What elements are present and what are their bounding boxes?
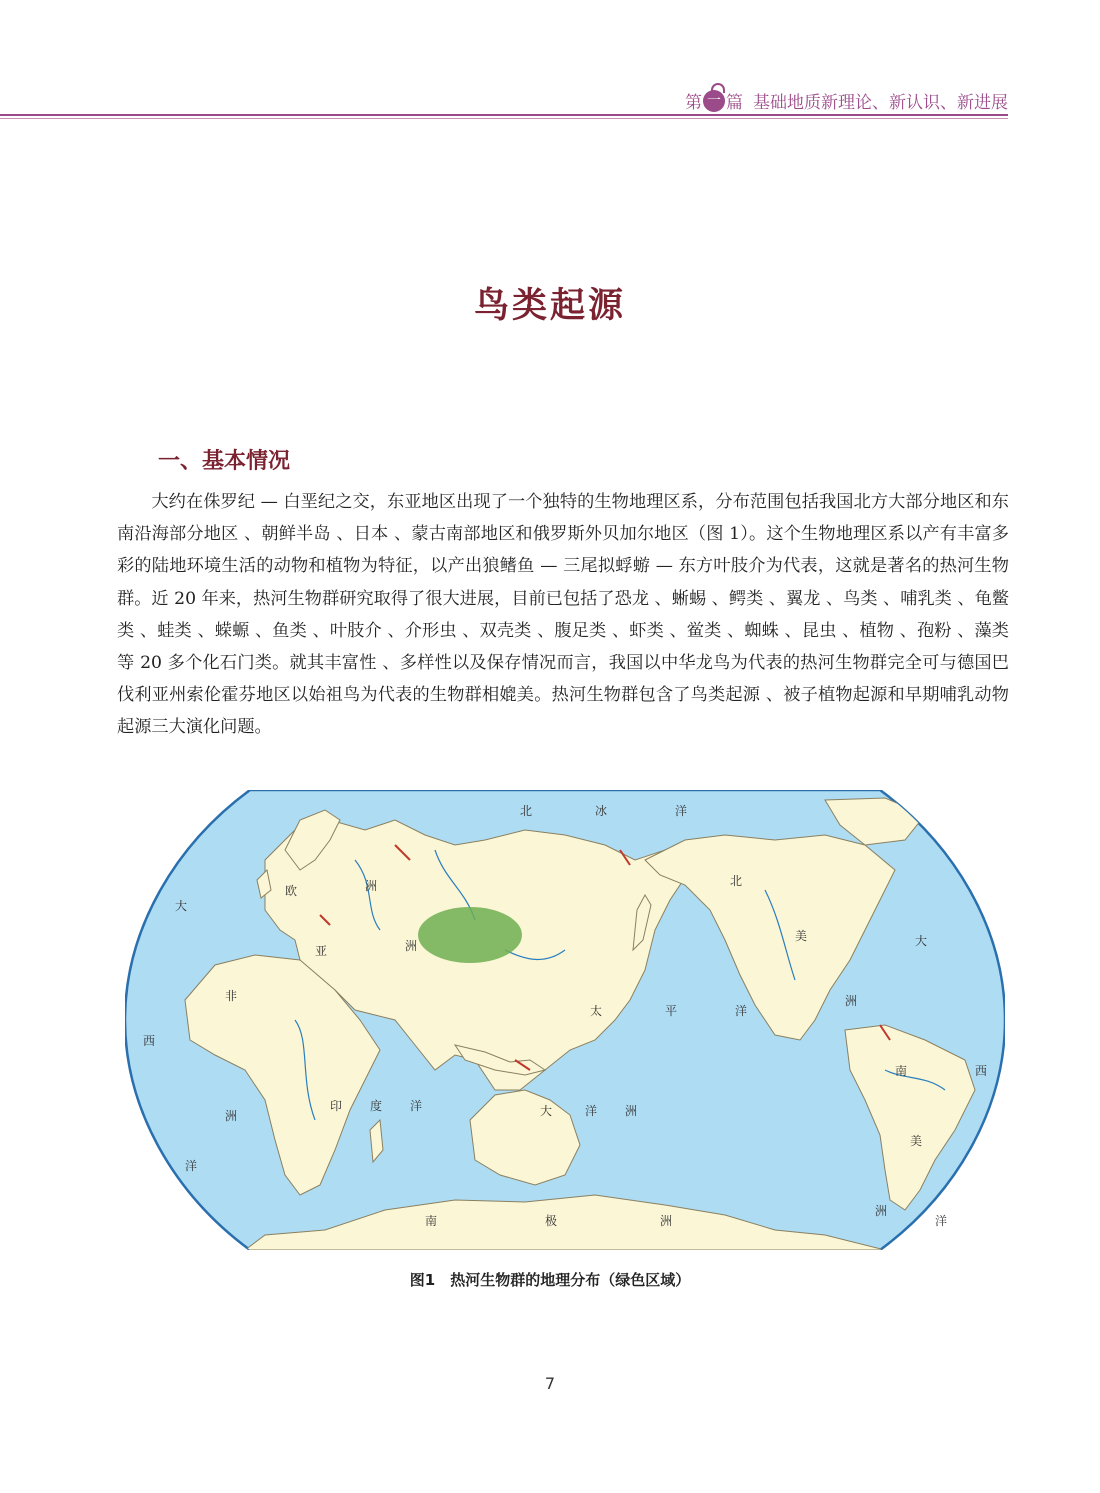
page-number: 7: [544, 1374, 556, 1393]
label-indian-1: 印: [330, 1099, 343, 1113]
label-arctic-3: 洋: [675, 804, 688, 818]
label-pacific-3: 洋: [735, 1004, 748, 1018]
label-europe-1: 欧: [285, 884, 298, 898]
label-atlantic-e-1: 大: [915, 934, 928, 948]
part-prefix: 第: [685, 93, 702, 113]
world-map-figure: [125, 790, 1005, 1250]
label-europe-2: 洲: [365, 879, 378, 893]
world-map: [125, 790, 1005, 1250]
header-text: [685, 88, 1008, 113]
label-oceania-3: 洲: [625, 1104, 638, 1118]
label-sa-3: 洲: [875, 1204, 888, 1218]
label-atlantic-e-2: 西: [975, 1064, 988, 1078]
label-africa-2: 洲: [225, 1109, 238, 1123]
label-atlantic-w-3: 洋: [185, 1159, 198, 1173]
jehol-biota-region: [418, 907, 522, 963]
header-section-title: 基础地质新理论、新认识、新进展: [753, 93, 1008, 113]
label-asia-2: 洲: [405, 939, 418, 953]
label-oceania-1: 大: [540, 1104, 553, 1118]
header-rule-thin: [0, 118, 1008, 119]
label-indian-3: 洋: [410, 1099, 423, 1113]
label-oceania-2: 洋: [585, 1104, 598, 1118]
label-antarctica-3: 洲: [660, 1214, 673, 1228]
running-header: [0, 88, 1008, 116]
page-title: 鸟类起源: [473, 286, 626, 326]
label-indian-2: 度: [370, 1099, 383, 1113]
label-arctic-1: 北: [520, 804, 533, 818]
label-arctic-2: 冰: [595, 804, 608, 818]
part-number-badge: 一: [703, 90, 725, 112]
label-na-1: 北: [730, 874, 743, 888]
label-pacific-2: 平: [665, 1004, 678, 1018]
section-heading: 一、基本情况: [158, 449, 291, 474]
figure-caption: 图1 热河生物群的地理分布（绿色区域）: [409, 1271, 691, 1289]
header-rule: [0, 114, 1008, 116]
label-africa-1: 非: [225, 989, 238, 1003]
label-sa-1: 南: [895, 1064, 908, 1078]
label-antarctica-2: 极: [545, 1214, 558, 1228]
label-na-3: 洲: [845, 994, 858, 1008]
label-na-2: 美: [795, 929, 808, 943]
label-atlantic-w-2: 西: [143, 1034, 156, 1048]
label-atlantic-w-1: 大: [175, 899, 188, 913]
label-pacific-1: 太: [590, 1004, 603, 1018]
label-antarctica-1: 南: [425, 1214, 438, 1228]
label-asia-1: 亚: [315, 944, 328, 958]
body-paragraph: 大约在侏罗纪 — 白垩纪之交，东亚地区出现了一个独特的生物地理区系，分布范围包括我国北方大部分地区和东南沿海部分地区 、朝鲜半岛 、日本 、蒙古南部地区和俄罗斯外贝加尔地区（图 1）。这个生物地理区系以产有丰富多彩的陆地环境生活的动物和植物为特征，以产出狼鳍鱼 — 三尾拟蜉蝣 — 东方叶肢介为代表，这就是著名的热河生物群。近 20 年来，热河生物群研究取得了很大进展，目前已包括了恐龙 、蜥蜴 、鳄类 、翼龙 、鸟类 、哺乳类 、龟鳖类 、蛙类 、蝾螈 、鱼类 、叶肢介 、介形虫 、双壳类 、腹足类 、虾类 、鲎类 、蜘蛛 、昆虫 、植物 、孢粉 、藻类等 20 多个化石门类。就其丰富性 、多样性以及保存情况而言，我国以中华龙鸟为代表的热河生物群完全可与德国巴伐利亚州索伦霍芬地区以始祖鸟为代表的生物群相媲美。热河生物群包含了鸟类起源 、被子植物起源和早期哺乳动物起源三大演化问题。: [117, 492, 1009, 738]
part-suffix: 篇: [726, 93, 743, 113]
label-sa-2: 美: [910, 1134, 923, 1148]
label-atlantic-e-3: 洋: [935, 1214, 948, 1228]
